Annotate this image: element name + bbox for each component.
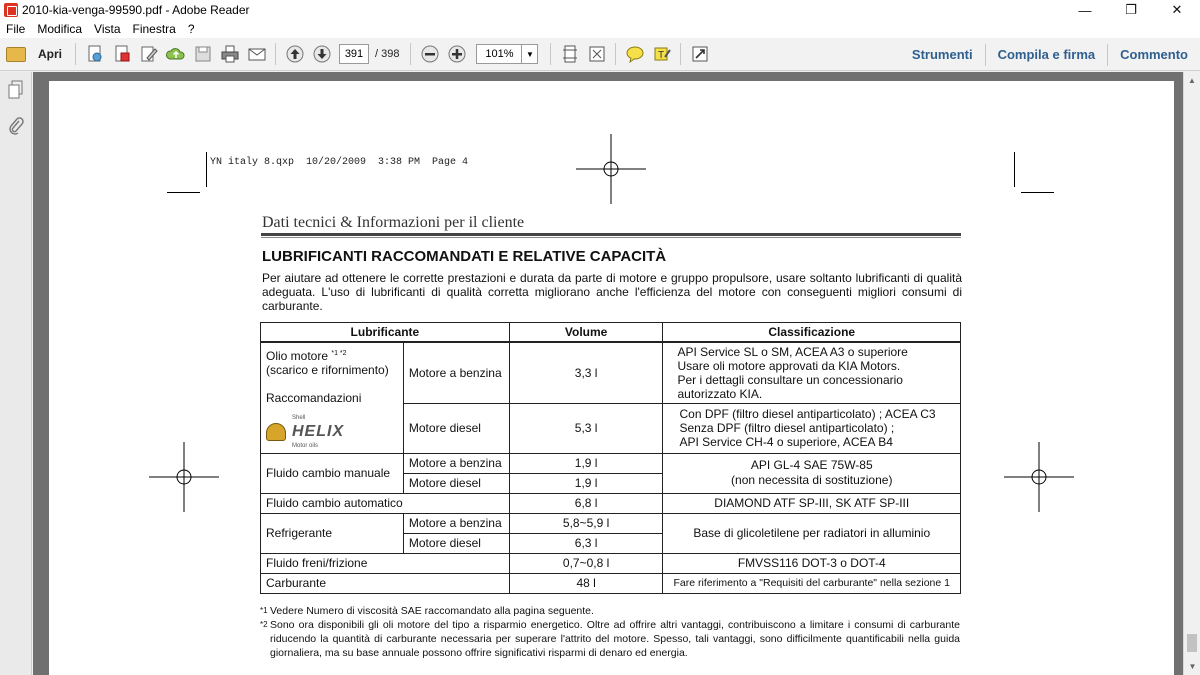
column-header-volume: Volume — [509, 323, 663, 342]
footnote — [260, 618, 960, 660]
classification-line: Usare oli motore approvati da KIA Motors. — [677, 358, 901, 373]
lubricants-table — [260, 322, 961, 594]
lubricant-name-cell: Carburante — [261, 573, 510, 593]
table-row — [261, 453, 961, 473]
create-pdf-icon[interactable] — [81, 41, 108, 67]
upload-cloud-icon[interactable] — [162, 41, 189, 67]
classification-cell — [663, 453, 961, 493]
menu-bar — [0, 20, 1200, 38]
minimize-button[interactable]: — — [1078, 2, 1092, 18]
engine-type-cell: Motore diesel — [403, 533, 509, 553]
print-icon[interactable] — [216, 41, 243, 67]
page-thumbnails-icon[interactable] — [0, 76, 32, 104]
volume-cell: 3,3 l — [509, 342, 663, 404]
footnote — [260, 604, 960, 618]
zoom-select[interactable] — [476, 44, 538, 64]
restore-button[interactable]: ❐ — [1125, 2, 1137, 17]
footnotes — [260, 604, 960, 660]
comment-link[interactable]: Commento — [1120, 47, 1188, 62]
table-row — [261, 493, 961, 513]
volume-cell: 1,9 l — [509, 473, 663, 493]
print-header: YN italy 8.qxp 10/20/2009 3:38 PM Page 4 — [210, 157, 469, 168]
volume-cell: 1,9 l — [509, 453, 663, 473]
page-number-input[interactable]: 391 — [339, 44, 369, 64]
open-button[interactable] — [0, 41, 70, 67]
shell-logo-icon — [266, 423, 286, 441]
page-heading: LUBRIFICANTI RACCOMANDATI E RELATIVE CAPACITÀ — [262, 248, 667, 265]
helix-brand: HELIX — [292, 422, 345, 440]
volume-cell: 48 l — [509, 573, 663, 593]
email-icon[interactable] — [243, 41, 270, 67]
menu-file[interactable]: File — [6, 22, 26, 36]
volume-cell: 6,3 l — [509, 533, 663, 553]
folder-icon — [6, 47, 26, 62]
shell-helix-logo — [266, 411, 398, 453]
menu-modifica[interactable]: Modifica — [37, 22, 83, 36]
table-header-row — [261, 323, 961, 342]
volume-cell: 5,3 l — [509, 403, 663, 453]
classification-line: API GL-4 SAE 75W-85 — [750, 458, 873, 472]
classification-line: (non necessita di sostituzione) — [731, 473, 893, 487]
footnote-marker: *1 — [260, 606, 268, 615]
toolbar — [0, 38, 1200, 71]
crop-mark — [167, 192, 200, 193]
zoom-value: 101% — [485, 48, 514, 60]
classification-cell: DIAMOND ATF SP-III, SK ATF SP-III — [663, 493, 961, 513]
lubricant-name-cell: Fluido cambio manuale — [261, 453, 404, 493]
menu-finestra[interactable]: Finestra — [132, 22, 176, 36]
column-header-classificazione: Classificazione — [663, 323, 961, 342]
intro-paragraph: Per aiutare ad ottenere le corrette prestazioni e durata da parte di motore e gruppo propulsore, usare soltanto lubrificanti di qualità adeguata. L'uso di lubrificanti di qualità corretta migliorano anche l'efficienza del motore con conseguenti migliori consumi di carburante. — [262, 271, 962, 313]
window-title: 2010-kia-venga-99590.pdf - Adobe Reader — [22, 3, 250, 17]
footnote-marker: *1 *2 — [331, 349, 347, 357]
shell-small-text: Shell — [292, 414, 306, 421]
navigation-pane — [0, 72, 32, 675]
footnote-marker: *2 — [260, 620, 268, 629]
previous-page-icon[interactable] — [281, 41, 308, 67]
zoom-in-icon[interactable] — [443, 41, 470, 67]
engine-oil-sub: (scarico e rifornimento) — [266, 362, 389, 377]
table-row — [261, 342, 961, 404]
column-header-lubrificante: Lubrificante — [261, 323, 510, 342]
export-pdf-icon[interactable] — [108, 41, 135, 67]
fit-width-icon[interactable] — [583, 41, 610, 67]
fit-page-icon[interactable] — [556, 41, 583, 67]
classification-line: API Service SL o SM, ACEA A3 o superiore — [677, 344, 908, 359]
classification-line: API Service CH-4 o superiore, ACEA B4 — [679, 435, 893, 450]
crop-mark — [1021, 192, 1054, 193]
volume-cell: 6,8 l — [509, 493, 663, 513]
table-row — [261, 553, 961, 573]
lubricant-name-cell: Refrigerante — [261, 513, 404, 553]
table-row — [261, 513, 961, 533]
recommendations-label: Raccomandazioni — [266, 390, 362, 405]
engine-oil-label: Olio motore — [266, 348, 329, 363]
footnote-text: Vedere Numero di viscosità SAE raccomandato alla pagina seguente. — [270, 605, 594, 617]
close-button[interactable]: ✕ — [1171, 2, 1183, 17]
title-bar — [0, 0, 1200, 20]
engine-type-cell: Motore diesel — [403, 403, 509, 453]
tools-link[interactable]: Strumenti — [911, 47, 973, 62]
classification-cell: Fare riferimento a "Requisiti del carburante" nella sezione 1 — [663, 573, 961, 593]
pdf-page — [49, 81, 1174, 675]
comment-icon[interactable] — [621, 41, 648, 67]
svg-text:T: T — [657, 50, 665, 61]
section-rule — [261, 233, 961, 236]
registration-mark-icon — [576, 134, 646, 204]
classification-cell: Base di glicoletilene per radiatori in alluminio — [663, 513, 961, 553]
menu-help[interactable]: ? — [187, 22, 195, 36]
scrollbar-thumb[interactable] — [1187, 634, 1197, 652]
classification-line: Per i dettagli consultare un concessionario autorizzato KIA. — [677, 372, 903, 401]
page-total: / 398 — [375, 48, 400, 60]
crop-mark — [1014, 152, 1015, 187]
menu-vista[interactable]: Vista — [94, 22, 121, 36]
engine-type-cell: Motore a benzina — [403, 453, 509, 473]
save-icon[interactable] — [189, 41, 216, 67]
helix-small-text: Motor oils — [292, 442, 319, 449]
volume-cell: 5,8~5,9 l — [509, 513, 663, 533]
lubricant-name-cell: Fluido freni/frizione — [261, 553, 510, 573]
edit-pdf-icon[interactable] — [135, 41, 162, 67]
engine-type-cell: Motore a benzina — [403, 342, 509, 404]
expand-icon[interactable] — [686, 41, 713, 67]
lubricant-name-cell: Fluido cambio automatico — [261, 493, 510, 513]
engine-oil-cell — [261, 342, 404, 454]
classification-line: Senza DPF (filtro diesel antiparticolato) ; — [679, 421, 895, 436]
table-row — [261, 573, 961, 593]
adobe-reader-icon — [4, 3, 18, 17]
crop-mark — [206, 152, 207, 187]
scroll-up-icon[interactable]: ▲ — [1188, 76, 1196, 85]
classification-line: Con DPF (filtro diesel antiparticolato) ; ACEA C3 — [679, 407, 936, 422]
scroll-down-icon[interactable]: ▼ — [1188, 662, 1197, 671]
engine-type-cell: Motore a benzina — [403, 513, 509, 533]
volume-cell: 0,7~0,8 l — [509, 553, 663, 573]
registration-mark-icon — [149, 442, 219, 512]
document-view[interactable] — [33, 72, 1183, 675]
chevron-down-icon[interactable]: ▼ — [521, 45, 537, 63]
engine-type-cell: Motore diesel — [403, 473, 509, 493]
next-page-icon[interactable] — [308, 41, 335, 67]
fill-sign-link[interactable]: Compila e firma — [997, 47, 1096, 62]
zoom-out-icon[interactable] — [416, 41, 443, 67]
classification-cell — [663, 342, 961, 404]
footnote-text: Sono ora disponibili gli oli motore del tipo a risparmio energetico. Oltre ad offrire altri vantaggi, contribuiscono a limitare i consumi di carburante riducendo la quantità di carburante necessaria per superare l'attrito del motore. Spesso, tali vantaggi, sono difficilmente quantificabili nella guida giornaliera, ma su base annuale possono offrire significativi risparmi di denaro ed energia. — [270, 619, 960, 659]
section-title: Dati tecnici & Informazioni per il cliente — [262, 214, 525, 231]
vertical-scrollbar[interactable] — [1183, 72, 1200, 675]
classification-cell: FMVSS116 DOT-3 o DOT-4 — [663, 553, 961, 573]
open-label: Apri — [38, 47, 62, 61]
section-rule-thin — [261, 237, 961, 238]
attachments-icon[interactable] — [0, 112, 32, 140]
classification-cell — [663, 403, 961, 453]
highlight-icon[interactable] — [648, 41, 675, 67]
registration-mark-icon — [1004, 442, 1074, 512]
